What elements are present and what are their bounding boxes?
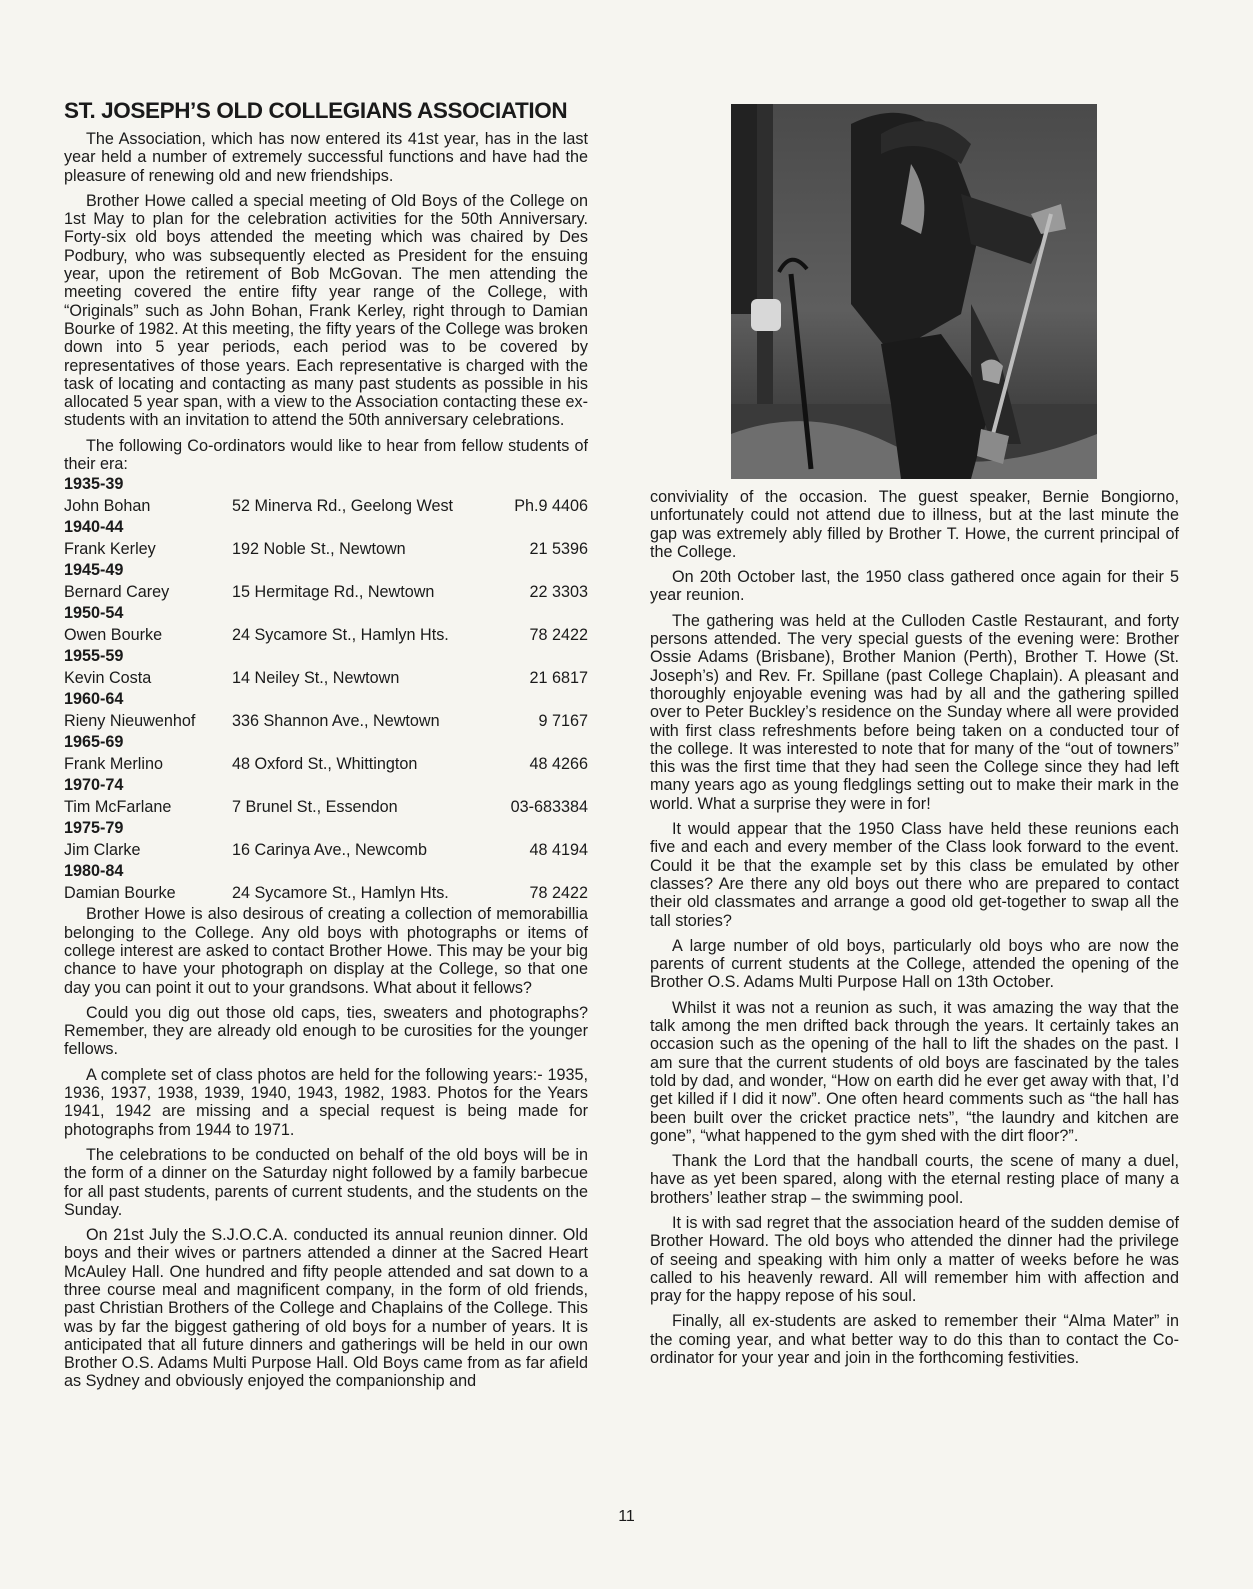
coordinator-entry <box>64 690 588 733</box>
coordinator-name: Bernard Carey <box>64 583 170 602</box>
coordinator-phone: 78 2422 <box>529 884 588 903</box>
paragraph: The Association, which has now entered its 41st year, has in the last year held a number of extremely successful functions and have had the pleasure of renewing old and new friendships. <box>64 130 588 185</box>
paragraph: Finally, all ex-students are asked to remember their “Alma Mater” in the coming year, and what better way to do this than to contact the Co-ordinator for your year and join in the forthcoming festivities. <box>650 1312 1179 1368</box>
coordinator-name: Kevin Costa <box>64 669 152 688</box>
coordinator-name: Frank Kerley <box>64 540 156 559</box>
coordinator-entry <box>64 776 588 819</box>
coordinator-phone: Ph.9 4406 <box>514 497 588 516</box>
paragraph: Thank the Lord that the handball courts, the scene of many a duel, have as yet been spared, along with the eternal resting place of many a brothers’ leather strap – the swimming pool. <box>650 1152 1179 1207</box>
coordinator-address: 52 Minerva Rd., Geelong West <box>232 497 454 516</box>
coordinator-name: Rieny Nieuwenhof <box>64 712 196 731</box>
page-number: 11 <box>618 1508 635 1525</box>
paragraph: A complete set of class photos are held for the following years:- 1935, 1936, 1937, 1938, 1939, 1940, 1943, 1982, 1983. Photos for the Years 1941, 1942 are missing and a special request is being made for photographs from 1944 to 1971. <box>64 1065 588 1139</box>
coordinator-name: Damian Bourke <box>64 884 176 903</box>
coordinator-entry <box>64 862 588 905</box>
paragraph: It is with sad regret that the association heard of the sudden demise of Brother Howard. The old boys who attended the dinner had the privilege of seeing and speaking with him only a matter of weeks before he was called to his heavenly reward. All will remember him with affection and pray for the happy repose of his soul. <box>650 1213 1179 1306</box>
paragraph: It would appear that the 1950 Class have held these reunions each five and each and every member of the Class look forward to the event. Could it be that the example set by this class be emulated by other classes? Are there any old boys out there who are prepared to contact their old classmates and arrange a good old get-together to swap all the tall stories? <box>650 820 1179 930</box>
coordinator-name: Tim McFarlane <box>64 798 172 817</box>
coordinator-phone: 21 6817 <box>529 669 588 688</box>
coordinator-address: 24 Sycamore St., Hamlyn Hts. <box>232 626 449 645</box>
coordinator-phone: 03-683384 <box>510 798 588 817</box>
coordinator-name: John Bohan <box>64 497 151 516</box>
era-heading: 1965-69 <box>64 733 124 752</box>
coordinator-address: 48 Oxford St., Whittington <box>232 755 418 774</box>
left-column <box>64 98 588 1398</box>
paragraph: The celebrations to be conducted on behalf of the old boys will be in the form of a dinner on the Saturday night followed by a family barbecue for all past students, parents of current students, and the students on the Sunday. <box>64 1145 588 1219</box>
coordinator-name: Frank Merlino <box>64 755 163 774</box>
paragraph: Could you dig out those old caps, ties, sweaters and photographs? Remember, they are already old enough to be curosities for the younger fellows. <box>64 1003 588 1059</box>
paragraph: Brother Howe is also desirous of creating a collection of memorabillia belonging to the College. Any old boys with photographs or items of college interest are asked to contact Brother Howe. This may be your big chance to have your photograph on display at the College, so that one day you can point it out to your grandsons. What about it fellows? <box>64 905 588 997</box>
era-heading: 1935-39 <box>64 475 124 494</box>
coordinator-phone: 48 4266 <box>529 755 588 774</box>
coordinator-list <box>64 475 588 905</box>
paragraph: Whilst it was not a reunion as such, it was amazing the way that the talk among the men drifted back through the years. It certainly takes an occasion such as the opening of the hall to lift the shades on the past. I am sure that the current students of old boys are fascinated by the tales told by dad, and wonder, “How on earth did he ever get away with that, I’d get killed if I did it now”. One often heard comments such as “the hall has been built over the cricket practice nets”, “the laundry and kitchen are gone”, “what happened to the gym shed with the dirt floor?”. <box>650 998 1179 1145</box>
coordinator-entry <box>64 733 588 776</box>
paragraph: The gathering was held at the Culloden Castle Restaurant, and forty persons attended. The very special guests of the evening were: Brother Ossie Adams (Brisbane), Brother Manion (Perth), Brother T. Howe (St. Joseph’s) and Rev. Fr. Spillane (past College Chaplain). A pleasant and thoroughly enjoyable evening was had by all and the gathering spilled over to Peter Buckley’s residence on the Sunday where all were provided with first class refreshments before being taken on a conducted tour of the college. It was interested to note that for many of the “out of towners” this was the first time that they had seen the College since they had left many years ago as young fledglings setting out to make their mark in the world. What a surprise they were in for! <box>650 611 1179 813</box>
coordinator-address: 7 Brunel St., Essendon <box>232 798 398 817</box>
era-heading: 1955-59 <box>64 647 124 666</box>
era-heading: 1940-44 <box>64 518 124 537</box>
era-heading: 1950-54 <box>64 604 124 623</box>
paragraph: On 21st July the S.J.O.C.A. conducted its annual reunion dinner. Old boys and their wives or partners attended a dinner at the Sacred Heart McAuley Hall. One hundred and fifty people attended and sat down to a three course meal and magnificent company, in the form of old friends, past Christian Brothers of the College and Chaplains of the College. This was by far the biggest gathering of old boys for a number of years. It is anticipated that all future dinners and gatherings will be held in our own Brother O.S. Adams Multi Purpose Hall. Old Boys came from as far afield as Sydney and obviously enjoyed the companionship and <box>64 1226 588 1391</box>
coordinator-entry <box>64 604 588 647</box>
coordinator-entry <box>64 518 588 561</box>
coordinator-name: Jim Clarke <box>64 841 141 860</box>
coordinator-address: 192 Noble St., Newtown <box>232 540 406 559</box>
era-heading: 1960-64 <box>64 690 124 709</box>
coordinator-address: 16 Carinya Ave., Newcomb <box>232 841 427 860</box>
paragraph: The following Co-ordinators would like to hear from fellow students of their era: <box>64 436 588 474</box>
era-heading: 1975-79 <box>64 819 124 838</box>
era-heading: 1970-74 <box>64 776 124 795</box>
era-heading: 1945-49 <box>64 561 124 580</box>
paragraph: conviviality of the occasion. The guest speaker, Bernie Bongiorno, unfortunately could not attend due to illness, but at the last minute the gap was extremely ably filled by Brother T. Howe, the current principal of the College. <box>650 488 1179 561</box>
coordinator-phone: 9 7167 <box>538 712 588 731</box>
photo-image <box>731 104 1097 479</box>
paragraph: Brother Howe called a special meeting of Old Boys of the College on 1st May to plan for the celebration activities for the 50th Anniversary. Forty-six old boys attended the meeting which was chaired by Des Podbury, who was subsequently elected as President for the ensuing year, upon the retirement of Bob McGovan. The men attending the meeting covered the entire fifty year range of the College, with “Originals” such as John Bohan, Frank Kerley, right through to Damian Bourke of 1982. At this meeting, the fifty years of the College was broken down into 5 year periods, each period was to be covered by representatives of those years. Each representative is charged with the task of locating and contacting as many past students as possible in his allocated 5 year span, with a view to the Association contacting these ex-students with an invitation to attend the 50th anniversary celebrations. <box>64 191 588 430</box>
coordinator-entry <box>64 647 588 690</box>
coordinator-phone: 21 5396 <box>529 540 588 559</box>
era-heading: 1980-84 <box>64 862 124 881</box>
paragraph: A large number of old boys, particularly old boys who are now the parents of current students at the College, attended the opening of the Brother O.S. Adams Multi Purpose Hall on 13th October. <box>650 936 1179 992</box>
coordinator-phone: 22 3303 <box>529 583 588 602</box>
coordinator-phone: 48 4194 <box>529 841 588 860</box>
coordinator-phone: 78 2422 <box>529 626 588 645</box>
coordinator-address: 15 Hermitage Rd., Newtown <box>232 583 435 602</box>
coordinator-entry <box>64 561 588 604</box>
photo-man-with-shovel <box>731 104 1097 479</box>
coordinator-address: 14 Neiley St., Newtown <box>232 669 400 688</box>
paragraph: On 20th October last, the 1950 class gathered once again for their 5 year reunion. <box>650 568 1179 605</box>
coordinator-entry <box>64 475 588 518</box>
right-column <box>650 488 1179 1374</box>
coordinator-name: Owen Bourke <box>64 626 163 645</box>
coordinator-address: 336 Shannon Ave., Newtown <box>232 712 440 731</box>
coordinator-address: 24 Sycamore St., Hamlyn Hts. <box>232 884 449 903</box>
coordinator-entry <box>64 819 588 862</box>
article-title: ST. JOSEPH’S OLD COLLEGIANS ASSOCIATION <box>64 98 568 123</box>
